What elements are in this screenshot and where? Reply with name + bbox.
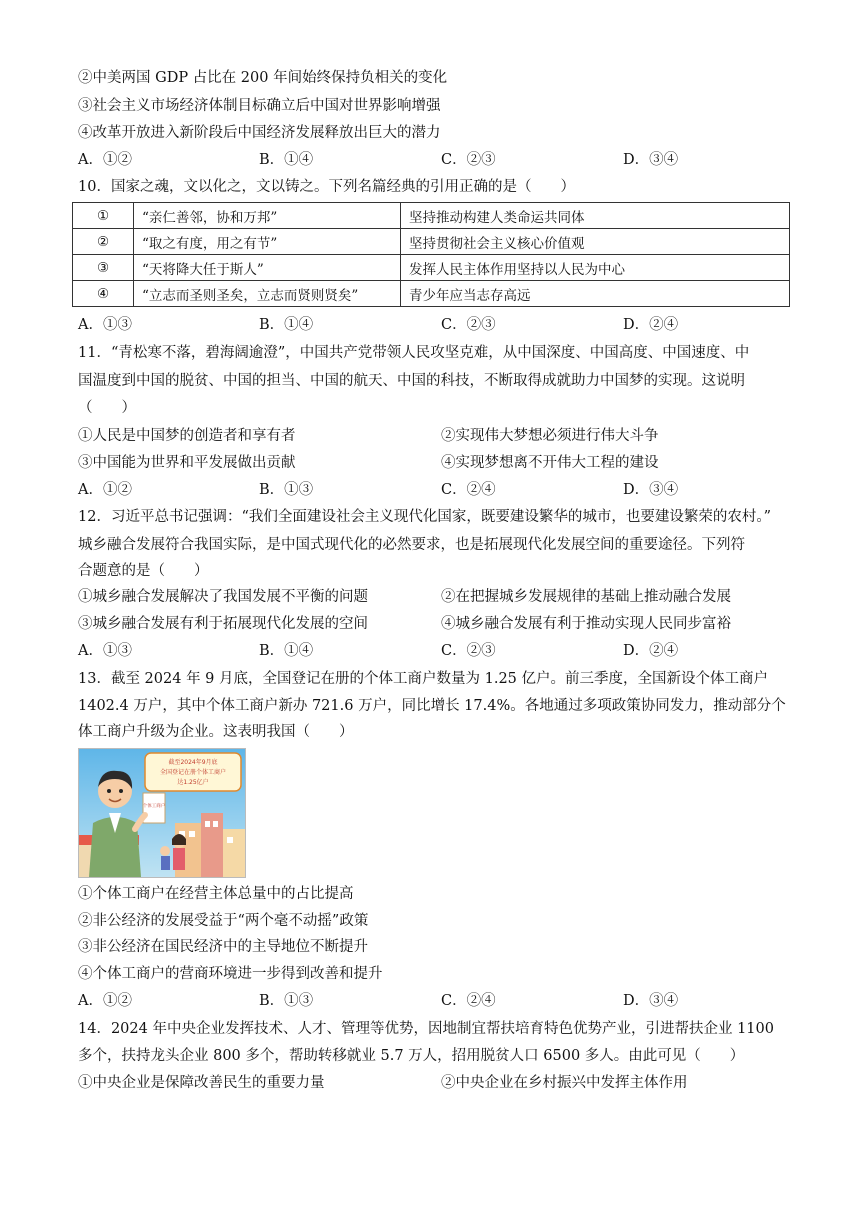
choice-a[interactable]: A．①③: [78, 317, 132, 333]
table-row: [73, 281, 790, 307]
choice-b[interactable]: B．①③: [259, 482, 314, 498]
row-number: ①: [73, 203, 134, 229]
q13-option-2: ②非公经济的发展受益于“两个毫不动摇”政策: [78, 913, 369, 929]
q13-option-3: ③非公经济在国民经济中的主导地位不断提升: [78, 939, 368, 955]
choice-a[interactable]: A．①②: [78, 482, 132, 498]
q14-stem-line-2: 多个，扶持龙头企业 800 多个，帮助转移就业 5.7 万人，招用脱贫人口 6500 多人。由此可见（ ）: [78, 1048, 745, 1064]
q10-table: [72, 202, 790, 307]
choice-c[interactable]: C．②③: [441, 317, 496, 333]
poster-line-2: 全国登记在册个体工商户: [159, 769, 227, 776]
choice-c[interactable]: C．②④: [441, 993, 496, 1009]
q12-option-1: ①城乡融合发展解决了我国发展不平衡的问题: [78, 589, 368, 605]
choice-a[interactable]: A．①③: [78, 643, 132, 659]
row-number: ②: [73, 229, 134, 255]
q9-option-2: ②中美两国 GDP 占比在 200 年间始终保持负相关的变化: [78, 70, 448, 86]
choice-d[interactable]: D．③④: [623, 152, 679, 168]
row-quote: “亲仁善邻，协和万邦”: [134, 203, 401, 229]
row-meaning: 坚持贯彻社会主义核心价值观: [401, 229, 790, 255]
q12-stem-line-1: 12．习近平总书记强调：“我们全面建设社会主义现代化国家，既要建设繁华的城市，也要建设繁荣的农村。”: [78, 509, 772, 525]
table-row: [73, 203, 790, 229]
business-owner-illustration: [78, 748, 246, 878]
q13-stem-line-1: 13．截至 2024 年 9 月底，全国登记在册的个体工商户数量为 1.25 亿户。前三季度，全国新设个体工商户: [78, 671, 769, 687]
row-meaning: 青少年应当志存高远: [401, 281, 790, 307]
choice-d[interactable]: D．③④: [623, 993, 679, 1009]
q13-option-1: ①个体工商户在经营主体总量中的占比提高: [78, 886, 354, 902]
q11-stem-line-3: （ ）: [78, 400, 136, 416]
choice-b[interactable]: B．①④: [259, 152, 314, 168]
row-quote: “立志而圣则圣矣，立志而贤则贤矣”: [134, 281, 401, 307]
q11-option-4: ④实现梦想离不开伟大工程的建设: [441, 455, 659, 471]
q12-option-2: ②在把握城乡发展规律的基础上推动融合发展: [441, 589, 731, 605]
q13-stem-line-2: 1402.4 万户，其中个体工商户新办 721.6 万户，同比增长 17.4%。各地通过多项政策协同发力，推动部分个: [78, 698, 786, 714]
choice-a[interactable]: A．①②: [78, 152, 132, 168]
q11-option-1: ①人民是中国梦的创造者和享有者: [78, 428, 296, 444]
q9-option-3: ③社会主义市场经济体制目标确立后中国对世界影响增强: [78, 98, 441, 114]
q9-option-4: ④改革开放进入新阶段后中国经济发展释放出巨大的潜力: [78, 125, 441, 141]
row-number: ③: [73, 255, 134, 281]
choice-b[interactable]: B．①④: [259, 643, 314, 659]
choice-a[interactable]: A．①②: [78, 993, 132, 1009]
q14-option-1: ①中央企业是保障改善民生的重要力量: [78, 1075, 325, 1091]
choice-d[interactable]: D．③④: [623, 482, 679, 498]
choice-b[interactable]: B．①③: [259, 993, 314, 1009]
q11-stem-line-1: 11．“青松寒不落，碧海阔逾澄”，中国共产党带领人民攻坚克难，从中国深度、中国高度、中国速度、中: [78, 345, 750, 361]
poster-line-1: 截至2024年9月底: [168, 759, 218, 766]
choice-c[interactable]: C．②④: [441, 482, 496, 498]
row-meaning: 坚持推动构建人类命运共同体: [401, 203, 790, 229]
choice-d[interactable]: D．②④: [623, 643, 679, 659]
row-quote: “取之有度，用之有节”: [134, 229, 401, 255]
row-meaning: 发挥人民主体作用坚持以人民为中心: [401, 255, 790, 281]
q10-stem: 10．国家之魂，文以化之，文以铸之。下列名篇经典的引用正确的是（ ）: [78, 179, 575, 195]
row-number: ④: [73, 281, 134, 307]
choice-c[interactable]: C．②③: [441, 643, 496, 659]
q12-option-4: ④城乡融合发展有利于推动实现人民同步富裕: [441, 616, 731, 632]
table-row: [73, 255, 790, 281]
q13-stem-line-3: 体工商户升级为企业。这表明我国（ ）: [78, 724, 354, 740]
q12-stem-line-2: 城乡融合发展符合我国实际，是中国式现代化的必然要求，也是拓展现代化发展空间的重要途径。下列符: [78, 537, 745, 553]
q14-option-2: ②中央企业在乡村振兴中发挥主体作用: [441, 1075, 688, 1091]
q11-stem-line-2: 国温度到中国的脱贫、中国的担当、中国的航天、中国的科技，不断取得成就助力中国梦的实现。这说明: [78, 373, 745, 389]
q11-option-3: ③中国能为世界和平发展做出贡献: [78, 455, 296, 471]
q14-stem-line-1: 14．2024 年中央企业发挥技术、人才、管理等优势，因地制宜帮扶培育特色优势产业，引进帮扶企业 1100: [78, 1021, 774, 1037]
choice-c[interactable]: C．②③: [441, 152, 496, 168]
cartoon-image: [79, 749, 245, 877]
q12-stem-line-3: 合题意的是（ ）: [78, 563, 209, 579]
sign-text: 个体工商户: [142, 804, 166, 809]
choice-d[interactable]: D．②④: [623, 317, 679, 333]
choice-b[interactable]: B．①④: [259, 317, 314, 333]
q12-option-3: ③城乡融合发展有利于拓展现代化发展的空间: [78, 616, 368, 632]
q13-option-4: ④个体工商户的营商环境进一步得到改善和提升: [78, 966, 383, 982]
table-row: [73, 229, 790, 255]
row-quote: “天将降大任于斯人”: [134, 255, 401, 281]
q11-option-2: ②实现伟大梦想必须进行伟大斗争: [441, 428, 659, 444]
poster-line-3: 达1.25亿户: [177, 779, 209, 786]
